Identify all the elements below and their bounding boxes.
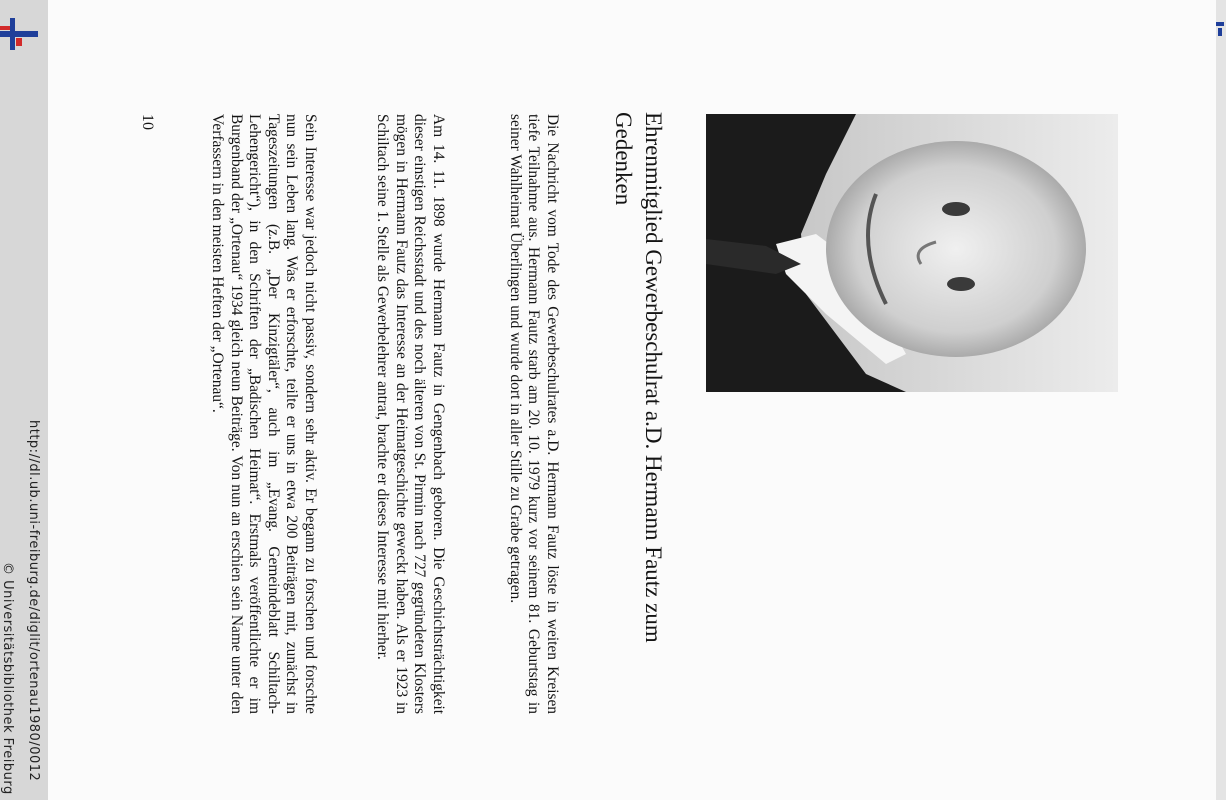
paragraph-2: Am 14. 11. 1898 wurde Hermann Fautz in Gengenbach geboren. Die Geschichtsträchtigkeit dieser einstigen Reichsstadt und des noch älteren von St. Pirmin nach 727 gegründeten Klosters mögen in Hermann Fautz das Interesse an der Heimatgeschichte geweckt haben. Als er 1923 in Schiltach seine 1. Stelle als Gewerbelehrer antrat, brachte er dieses Interesse mit hierher. [374,114,447,714]
source-url[interactable]: http://dl.ub.uni-freiburg.de/diglit/ortenau1980/0012 [26,420,41,782]
portrait-photo [706,114,1118,392]
corner-flag-icon [1214,20,1226,40]
left-margin-strip [0,0,48,800]
copyright-notice: © Universitätsbibliothek Freiburg [0,562,15,795]
corner-flag-icon [0,16,40,52]
right-margin-strip [1216,0,1226,800]
paragraph-3: Sein Interesse war jedoch nicht passiv, sondern sehr aktiv. Er begann zu forschen und forschte nun sein Leben lang. Was er erforschte, teilte er uns in etwa 200 Beiträgen mit, zunächst in Tageszeitungen (z.B. „Der Kinzigtäler“, auch im „Evang. Gemeindeblatt Schiltach-Lehengericht“), in den Schriften der „Badischen Heimat“. Erstmals veröffentlichte er im Burgenband der „Ortenau“ 1934 gleich neun Beiträge. Von nun an erschien sein Name unter den Verfassern in den meisten Heften der „Ortenau“. [209,114,319,714]
paragraph-1: Die Nachricht vom Tode des Gewerbeschulrates a.D. Hermann Fautz löste in weiten Kreisen tiefe Teilnahme aus. Hermann Fautz starb am 20. 10. 1979 kurz vor seinem 81. Geburtstag in seiner Wahlheimat Überlingen und wurde dort in aller Stille zu Grabe getragen. [506,114,561,714]
article-title: Ehrenmitglied Gewerbeschulrat a.D. Hermann Fautz zum Gedenken [611,112,666,643]
page-number: 10 [139,114,156,130]
